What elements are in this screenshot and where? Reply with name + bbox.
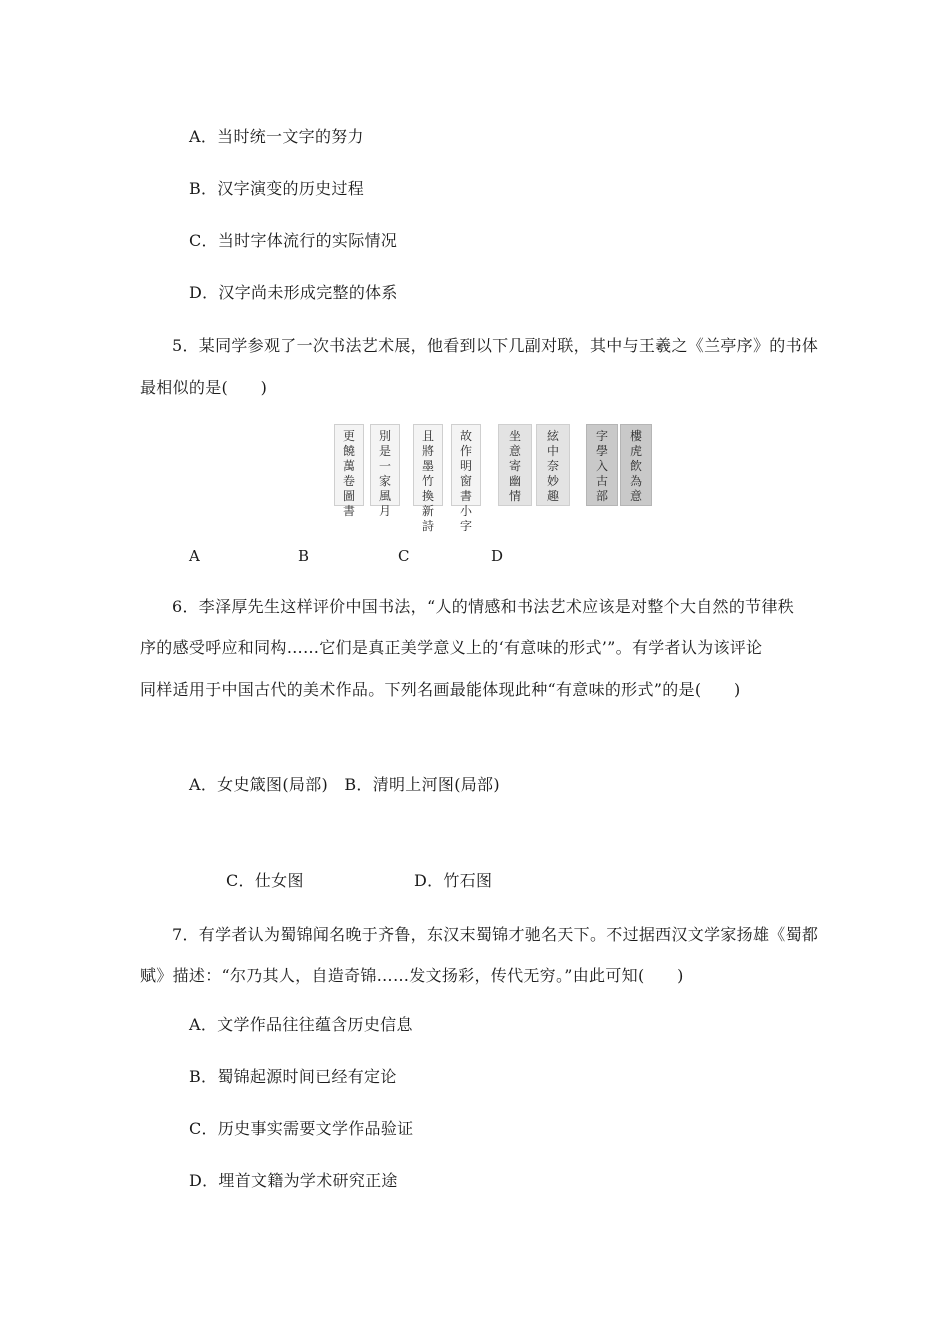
couplet-label-c: C	[398, 547, 410, 565]
q5-stem-line1: 5．某同学参观了一次书法艺术展，他看到以下几副对联，其中与王羲之《兰亭序》的书体	[172, 336, 819, 355]
couplet-image-d: 字 學 入 古 部 樓 虎 飲 為 意	[586, 424, 652, 506]
q7-option-a: A．文学作品往往蕴含历史信息	[189, 1015, 413, 1034]
couplet-image-b: 且 將 墨 竹 換 新 詩 故 作 明 窗 書 小 字	[413, 424, 483, 506]
q6-options-ab: A．女史箴图(局部) B．清明上河图(局部)	[189, 775, 500, 794]
q6-stem-line3: 同样适用于中国古代的美术作品。下列名画最能体现此种“有意味的形式”的是( )	[140, 680, 741, 699]
couplet-label-d: D	[491, 547, 504, 565]
q7-option-d: D．埋首文籍为学术研究正途	[189, 1171, 398, 1190]
q6-stem-line2: 序的感受呼应和同构……它们是真正美学意义上的‘有意味的形式’”。有学者认为该评论	[140, 638, 763, 657]
q4-option-c: C．当时字体流行的实际情况	[189, 231, 398, 250]
couplet-image-a: 更 饒 萬 卷 圖 書 別 是 一 家 風 月	[334, 424, 400, 506]
q7-stem-line2: 赋》描述：“尔乃其人，自造奇锦……发文扬彩，传代无穷。”由此可知( )	[140, 966, 684, 985]
q5-stem-line2: 最相似的是( )	[140, 378, 268, 397]
couplet-label-b: B	[298, 547, 310, 565]
couplet-label-a: A	[189, 547, 200, 565]
q4-option-a: A．当时统一文字的努力	[189, 127, 364, 146]
q6-option-d: D．竹石图	[414, 871, 493, 890]
q7-option-c: C．历史事实需要文学作品验证	[189, 1119, 414, 1138]
q7-stem-line1: 7．有学者认为蜀锦闻名晚于齐鲁，东汉末蜀锦才驰名天下。不过据西汉文学家扬雄《蜀都	[172, 925, 819, 944]
q4-option-d: D．汉字尚未形成完整的体系	[189, 283, 398, 302]
q4-option-b: B．汉字演变的历史过程	[189, 179, 365, 198]
couplet-image-c: 坐 意 寄 幽 情 絃 中 奈 妙 趣	[498, 424, 570, 506]
q6-stem-line1: 6．李泽厚先生这样评价中国书法，“人的情感和书法艺术应该是对整个大自然的节律秩	[172, 597, 795, 616]
q7-option-b: B．蜀锦起源时间已经有定论	[189, 1067, 397, 1086]
q6-option-c: C．仕女图	[226, 871, 304, 890]
